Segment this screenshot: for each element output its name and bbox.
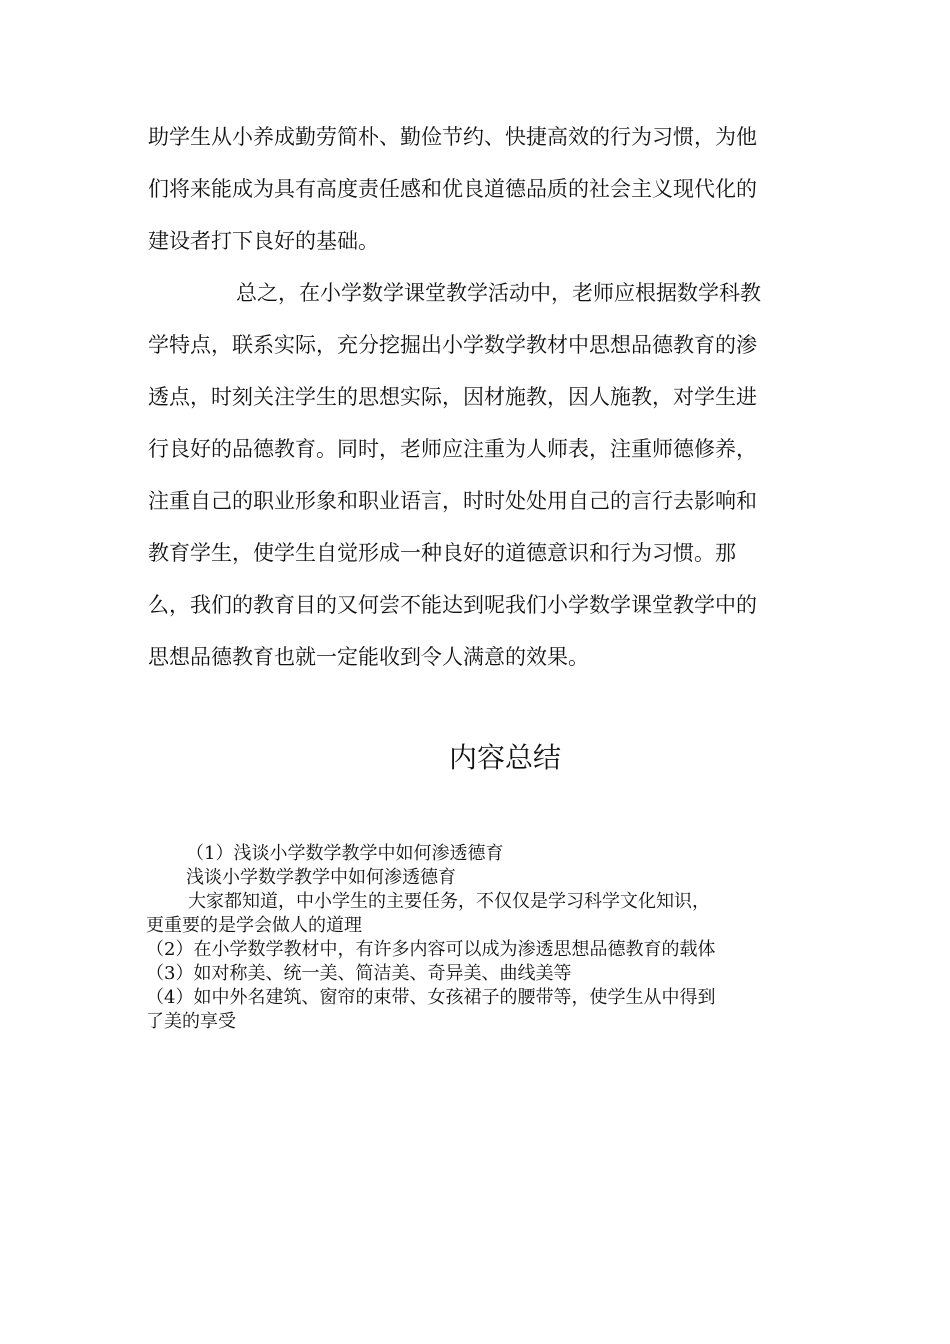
paragraph-line: 么，我们的教育目的又何尝不能达到呢我们小学数学课堂教学中的 [148, 593, 757, 617]
summary-line: （3）如对称美、统一美、简洁美、奇异美、曲线美等 [146, 963, 572, 984]
paragraph-line: 建设者打下良好的基础。 [148, 229, 379, 253]
summary-line: 更重要的是学会做人的道理 [146, 915, 362, 936]
paragraph-2 [148, 267, 808, 683]
paragraph-line: 学特点，联系实际，充分挖掘出小学数学教材中思想品德教育的渗 [148, 333, 757, 357]
summary-line: （4）如中外名建筑、窗帘的束带、女孩裙子的腰带等，使学生从中得到 [146, 987, 716, 1008]
paragraph-line: 总之，在小学数学课堂教学活动中，老师应根据数学科教 [236, 281, 761, 305]
summary-line: （2）在小学数学教材中，有许多内容可以成为渗透思想品德教育的载体 [146, 939, 716, 960]
paragraph-line: 们将来能成为具有高度责任感和优良道德品质的社会主义现代化的 [148, 177, 757, 201]
paragraph-line: 教育学生，使学生自觉形成一种良好的道德意识和行为习惯。那 [148, 541, 736, 565]
paragraph-line: 行良好的品德教育。同时，老师应注重为人师表，注重师德修养， [148, 437, 757, 461]
paragraph-line: 思想品德教育也就一定能收到令人满意的效果。 [148, 645, 589, 669]
summary-line: 了美的享受 [146, 1011, 236, 1032]
summary-line: 浅谈小学数学教学中如何渗透德育 [186, 867, 456, 888]
summary-block [146, 842, 826, 1034]
paragraph-line: 助学生从小养成勤劳简朴、勤俭节约、快捷高效的行为习惯，为他 [148, 125, 757, 149]
paragraph-line: 透点，时刻关注学生的思想实际，因材施教，因人施教，对学生进 [148, 385, 757, 409]
summary-line: 大家都知道，中小学生的主要任务，不仅仅是学习科学文化知识， [188, 891, 710, 912]
summary-line: （1）浅谈小学数学教学中如何渗透德育 [186, 843, 504, 864]
paragraph-1 [148, 111, 808, 267]
paragraph-line: 注重自己的职业形象和职业语言，时时处处用自己的言行去影响和 [148, 489, 757, 513]
section-title: 内容总结 [448, 741, 561, 774]
